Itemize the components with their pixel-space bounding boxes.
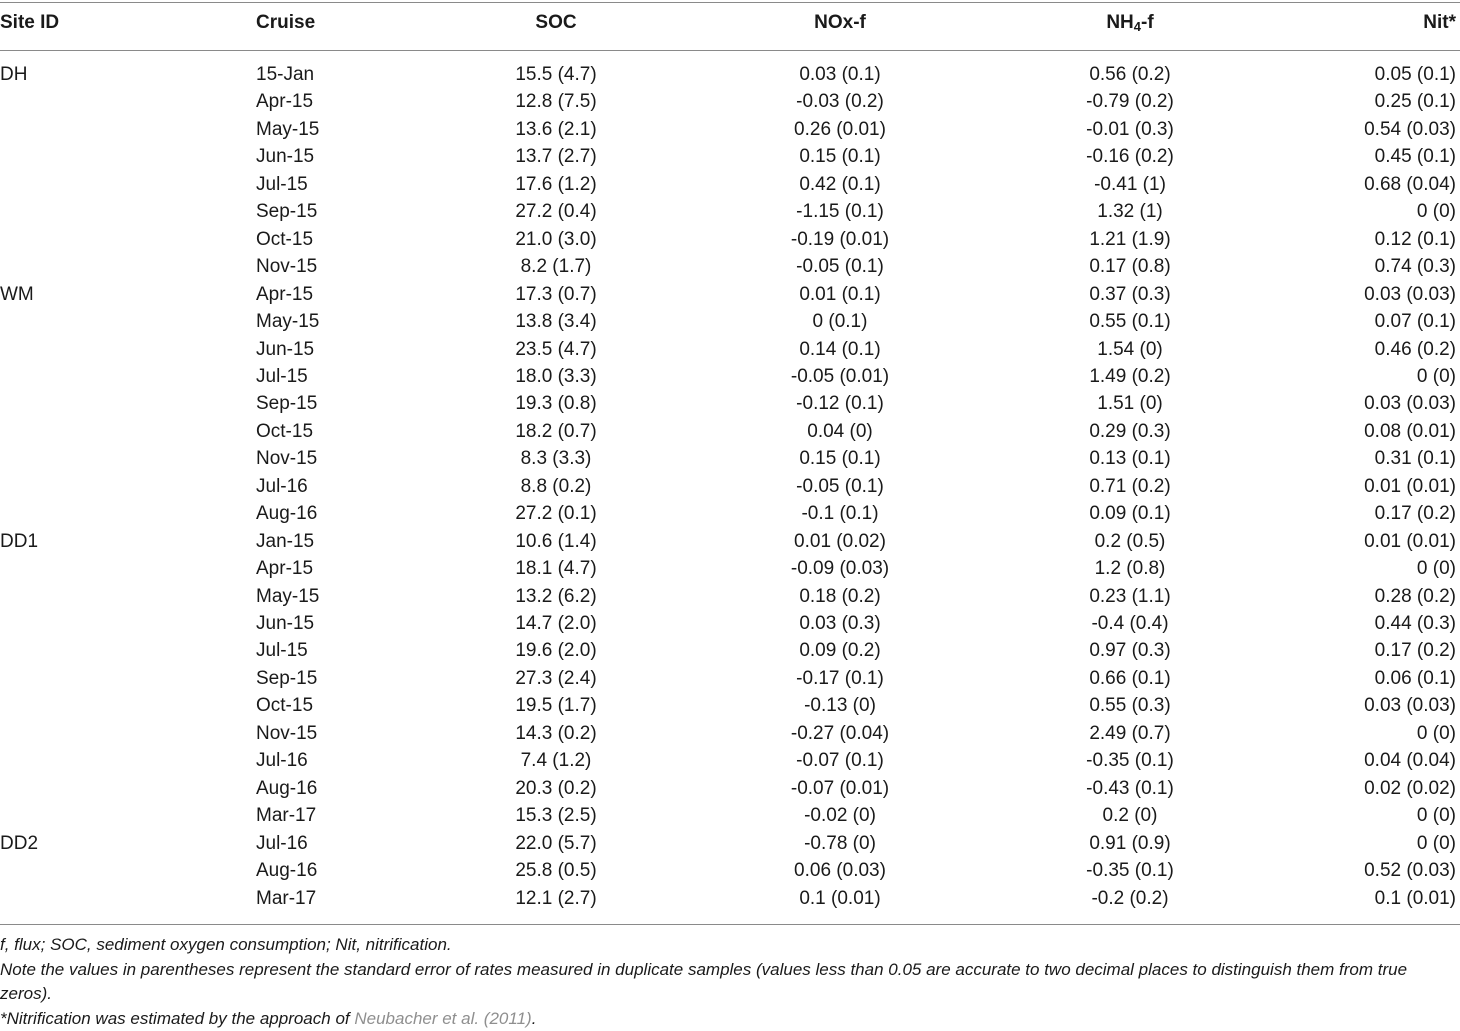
cell-nitrification: 0.68 (0.04): [1364, 174, 1456, 196]
table-footnotes: [0, 933, 1460, 1031]
cell-nitrification: 0.05 (0.1): [1375, 64, 1456, 86]
cell-soc: 13.8 (3.4): [473, 311, 639, 333]
cell-nitrification: 0.12 (0.1): [1375, 229, 1456, 251]
cell-nh4-flux: 0.17 (0.8): [1050, 256, 1210, 278]
cell-nox-flux: 0.26 (0.01): [760, 119, 920, 141]
table-top-rule: [0, 2, 1460, 3]
header-soc: SOC: [473, 12, 639, 34]
cell-nox-flux: 0.15 (0.1): [760, 448, 920, 470]
table-row: [0, 448, 1460, 475]
header-cruise: Cruise: [256, 12, 315, 34]
footnote-abbreviations: f, flux; SOC, sediment oxygen consumption; Nit, nitrification.: [0, 933, 1460, 958]
cell-nox-flux: -0.1 (0.1): [760, 503, 920, 525]
cell-nitrification: 0.25 (0.1): [1375, 91, 1456, 113]
cell-nox-flux: -0.17 (0.1): [760, 668, 920, 690]
cell-nh4-flux: 0.09 (0.1): [1050, 503, 1210, 525]
cell-cruise: Mar-17: [256, 805, 316, 827]
table-header-row: [0, 12, 1460, 42]
cell-nitrification: 0.44 (0.3): [1375, 613, 1456, 635]
cell-soc: 19.3 (0.8): [473, 393, 639, 415]
cell-nox-flux: -0.05 (0.1): [760, 256, 920, 278]
cell-site-id: WM: [0, 284, 34, 306]
footnote-standard-error: Note the values in parentheses represent the standard error of rates measured in duplicate samples (values less than 0.05 are accurate to two decimal places to distinguish them from true zeros).: [0, 958, 1460, 1007]
table-row: [0, 778, 1460, 805]
cell-cruise: Aug-16: [256, 860, 317, 882]
table-row: [0, 339, 1460, 366]
cell-nitrification: 0.52 (0.03): [1364, 860, 1456, 882]
cell-nox-flux: 0.1 (0.01): [760, 888, 920, 910]
footnote-nitrification-text: *Nitrification was estimated by the approach of: [0, 1009, 354, 1028]
header-nh4-suffix: -f: [1141, 12, 1154, 33]
cell-nh4-flux: 0.37 (0.3): [1050, 284, 1210, 306]
cell-nh4-flux: -0.43 (0.1): [1050, 778, 1210, 800]
cell-cruise: 15-Jan: [256, 64, 314, 86]
cell-cruise: Aug-16: [256, 503, 317, 525]
cell-cruise: Jun-15: [256, 146, 314, 168]
cell-nitrification: 0.02 (0.02): [1364, 778, 1456, 800]
cell-nitrification: 0.03 (0.03): [1364, 695, 1456, 717]
cell-cruise: Oct-15: [256, 421, 313, 443]
cell-soc: 13.7 (2.7): [473, 146, 639, 168]
cell-nitrification: 0.46 (0.2): [1375, 339, 1456, 361]
cell-nh4-flux: 0.29 (0.3): [1050, 421, 1210, 443]
cell-nitrification: 0.03 (0.03): [1364, 393, 1456, 415]
cell-nh4-flux: 0.23 (1.1): [1050, 586, 1210, 608]
cell-soc: 19.5 (1.7): [473, 695, 639, 717]
citation-link[interactable]: Neubacher et al. (2011): [354, 1009, 531, 1028]
cell-cruise: Mar-17: [256, 888, 316, 910]
table-row: [0, 476, 1460, 503]
cell-site-id: DD1: [0, 531, 38, 553]
cell-cruise: Aug-16: [256, 778, 317, 800]
cell-nh4-flux: 1.2 (0.8): [1050, 558, 1210, 580]
cell-cruise: Nov-15: [256, 256, 317, 278]
header-nitrification: Nit*: [1423, 12, 1456, 34]
cell-nox-flux: -0.09 (0.03): [760, 558, 920, 580]
cell-cruise: Jul-15: [256, 640, 308, 662]
cell-soc: 8.3 (3.3): [473, 448, 639, 470]
cell-cruise: May-15: [256, 311, 319, 333]
cell-nh4-flux: -0.2 (0.2): [1050, 888, 1210, 910]
cell-soc: 25.8 (0.5): [473, 860, 639, 882]
table-row: [0, 695, 1460, 722]
cell-nox-flux: 0.04 (0): [760, 421, 920, 443]
cell-nh4-flux: -0.79 (0.2): [1050, 91, 1210, 113]
cell-nox-flux: -0.05 (0.1): [760, 476, 920, 498]
cell-soc: 13.6 (2.1): [473, 119, 639, 141]
cell-cruise: Jan-15: [256, 531, 314, 553]
cell-nox-flux: 0.42 (0.1): [760, 174, 920, 196]
cell-soc: 17.6 (1.2): [473, 174, 639, 196]
cell-nitrification: 0.74 (0.3): [1375, 256, 1456, 278]
cell-nitrification: 0.45 (0.1): [1375, 146, 1456, 168]
cell-soc: 8.8 (0.2): [473, 476, 639, 498]
cell-nox-flux: -0.13 (0): [760, 695, 920, 717]
cell-soc: 13.2 (6.2): [473, 586, 639, 608]
header-nh4-subscript: 4: [1134, 19, 1141, 34]
cell-cruise: Nov-15: [256, 723, 317, 745]
cell-nh4-flux: 0.55 (0.1): [1050, 311, 1210, 333]
cell-nox-flux: 0 (0.1): [760, 311, 920, 333]
table-row: [0, 723, 1460, 750]
cell-soc: 7.4 (1.2): [473, 750, 639, 772]
cell-nox-flux: -0.02 (0): [760, 805, 920, 827]
cell-soc: 14.7 (2.0): [473, 613, 639, 635]
cell-soc: 12.8 (7.5): [473, 91, 639, 113]
cell-nitrification: 0.31 (0.1): [1375, 448, 1456, 470]
cell-cruise: Sep-15: [256, 668, 317, 690]
table-row: [0, 174, 1460, 201]
cell-cruise: Sep-15: [256, 201, 317, 223]
cell-nox-flux: -0.12 (0.1): [760, 393, 920, 415]
cell-nox-flux: -0.03 (0.2): [760, 91, 920, 113]
table-row: [0, 503, 1460, 530]
cell-nox-flux: 0.01 (0.1): [760, 284, 920, 306]
cell-nh4-flux: 1.54 (0): [1050, 339, 1210, 361]
cell-nitrification: 0.01 (0.01): [1364, 531, 1456, 553]
cell-nh4-flux: 1.32 (1): [1050, 201, 1210, 223]
cell-nh4-flux: 0.2 (0.5): [1050, 531, 1210, 553]
table-row: [0, 229, 1460, 256]
cell-soc: 19.6 (2.0): [473, 640, 639, 662]
cell-site-id: DD2: [0, 833, 38, 855]
table-row: [0, 119, 1460, 146]
cell-nitrification: 0.28 (0.2): [1375, 586, 1456, 608]
cell-nh4-flux: -0.41 (1): [1050, 174, 1210, 196]
cell-nh4-flux: 0.56 (0.2): [1050, 64, 1210, 86]
cell-nh4-flux: 0.66 (0.1): [1050, 668, 1210, 690]
cell-nox-flux: 0.03 (0.1): [760, 64, 920, 86]
cell-cruise: Oct-15: [256, 229, 313, 251]
table-row: [0, 311, 1460, 338]
cell-nh4-flux: 0.13 (0.1): [1050, 448, 1210, 470]
cell-nox-flux: 0.01 (0.02): [760, 531, 920, 553]
table-row: [0, 146, 1460, 173]
table-row: [0, 586, 1460, 613]
cell-nox-flux: 0.06 (0.03): [760, 860, 920, 882]
cell-nitrification: 0.17 (0.2): [1375, 503, 1456, 525]
cell-soc: 15.5 (4.7): [473, 64, 639, 86]
cell-nitrification: 0.54 (0.03): [1364, 119, 1456, 141]
cell-nh4-flux: -0.35 (0.1): [1050, 860, 1210, 882]
table-row: [0, 256, 1460, 283]
cell-cruise: Nov-15: [256, 448, 317, 470]
table-row: [0, 640, 1460, 667]
cell-cruise: Jun-15: [256, 339, 314, 361]
cell-nh4-flux: 0.55 (0.3): [1050, 695, 1210, 717]
cell-cruise: Jul-16: [256, 476, 308, 498]
cell-soc: 27.3 (2.4): [473, 668, 639, 690]
cell-nitrification: 0.07 (0.1): [1375, 311, 1456, 333]
cell-nh4-flux: 0.97 (0.3): [1050, 640, 1210, 662]
table-row: [0, 888, 1460, 915]
table-row: [0, 284, 1460, 311]
cell-nox-flux: 0.18 (0.2): [760, 586, 920, 608]
cell-nox-flux: 0.03 (0.3): [760, 613, 920, 635]
cell-soc: 18.1 (4.7): [473, 558, 639, 580]
cell-nh4-flux: 0.91 (0.9): [1050, 833, 1210, 855]
table-row: [0, 558, 1460, 585]
table-row: [0, 421, 1460, 448]
cell-nitrification: 0 (0): [1417, 833, 1456, 855]
table-row: [0, 805, 1460, 832]
cell-nh4-flux: 1.51 (0): [1050, 393, 1210, 415]
cell-cruise: Apr-15: [256, 284, 313, 306]
cell-nitrification: 0 (0): [1417, 723, 1456, 745]
footnote-period: .: [532, 1009, 537, 1028]
cell-soc: 27.2 (0.4): [473, 201, 639, 223]
cell-nox-flux: 0.15 (0.1): [760, 146, 920, 168]
cell-nox-flux: -1.15 (0.1): [760, 201, 920, 223]
cell-nitrification: 0.04 (0.04): [1364, 750, 1456, 772]
cell-nitrification: 0 (0): [1417, 805, 1456, 827]
header-nh4-prefix: NH: [1106, 12, 1133, 33]
cell-nh4-flux: 1.21 (1.9): [1050, 229, 1210, 251]
cell-soc: 14.3 (0.2): [473, 723, 639, 745]
table-row: [0, 833, 1460, 860]
cell-nh4-flux: 1.49 (0.2): [1050, 366, 1210, 388]
header-nox-flux: NOx-f: [760, 12, 920, 34]
cell-cruise: Apr-15: [256, 558, 313, 580]
table-row: [0, 91, 1460, 118]
cell-nox-flux: 0.09 (0.2): [760, 640, 920, 662]
cell-cruise: Oct-15: [256, 695, 313, 717]
cell-cruise: Jul-16: [256, 750, 308, 772]
table-bottom-rule: [0, 924, 1460, 925]
cell-nh4-flux: 0.71 (0.2): [1050, 476, 1210, 498]
header-site-id: Site ID: [0, 12, 59, 34]
footnote-nitrification: [0, 1007, 1460, 1031]
cell-nox-flux: -0.78 (0): [760, 833, 920, 855]
cell-nitrification: 0.01 (0.01): [1364, 476, 1456, 498]
cell-nh4-flux: -0.4 (0.4): [1050, 613, 1210, 635]
cell-soc: 15.3 (2.5): [473, 805, 639, 827]
cell-nh4-flux: -0.35 (0.1): [1050, 750, 1210, 772]
cell-soc: 8.2 (1.7): [473, 256, 639, 278]
cell-soc: 27.2 (0.1): [473, 503, 639, 525]
cell-nitrification: 0.06 (0.1): [1375, 668, 1456, 690]
cell-nox-flux: -0.19 (0.01): [760, 229, 920, 251]
table-header-rule: [0, 50, 1460, 51]
cell-cruise: Jul-16: [256, 833, 308, 855]
cell-cruise: May-15: [256, 119, 319, 141]
cell-soc: 21.0 (3.0): [473, 229, 639, 251]
header-nh4-flux: [1050, 12, 1210, 34]
cell-soc: 18.0 (3.3): [473, 366, 639, 388]
table-row: [0, 860, 1460, 887]
cell-nitrification: 0 (0): [1417, 201, 1456, 223]
cell-nh4-flux: 2.49 (0.7): [1050, 723, 1210, 745]
table-row: [0, 393, 1460, 420]
cell-nox-flux: 0.14 (0.1): [760, 339, 920, 361]
cell-site-id: DH: [0, 64, 27, 86]
cell-cruise: Jul-15: [256, 366, 308, 388]
cell-nitrification: 0.08 (0.01): [1364, 421, 1456, 443]
table-row: [0, 201, 1460, 228]
table-row: [0, 750, 1460, 777]
cell-soc: 20.3 (0.2): [473, 778, 639, 800]
cell-cruise: Jun-15: [256, 613, 314, 635]
table-row: [0, 64, 1460, 91]
cell-cruise: May-15: [256, 586, 319, 608]
cell-soc: 23.5 (4.7): [473, 339, 639, 361]
cell-nox-flux: -0.07 (0.1): [760, 750, 920, 772]
cell-nh4-flux: -0.01 (0.3): [1050, 119, 1210, 141]
cell-soc: 22.0 (5.7): [473, 833, 639, 855]
cell-nox-flux: -0.27 (0.04): [760, 723, 920, 745]
cell-nitrification: 0.1 (0.01): [1375, 888, 1456, 910]
cell-nitrification: 0 (0): [1417, 558, 1456, 580]
table-row: [0, 366, 1460, 393]
table-row: [0, 531, 1460, 558]
cell-cruise: Apr-15: [256, 91, 313, 113]
table-row: [0, 613, 1460, 640]
table-row: [0, 668, 1460, 695]
cell-nitrification: 0 (0): [1417, 366, 1456, 388]
cell-soc: 10.6 (1.4): [473, 531, 639, 553]
cell-nox-flux: -0.07 (0.01): [760, 778, 920, 800]
cell-soc: 18.2 (0.7): [473, 421, 639, 443]
cell-nh4-flux: -0.16 (0.2): [1050, 146, 1210, 168]
cell-nox-flux: -0.05 (0.01): [760, 366, 920, 388]
cell-soc: 12.1 (2.7): [473, 888, 639, 910]
cell-nh4-flux: 0.2 (0): [1050, 805, 1210, 827]
cell-nitrification: 0.03 (0.03): [1364, 284, 1456, 306]
cell-nitrification: 0.17 (0.2): [1375, 640, 1456, 662]
cell-soc: 17.3 (0.7): [473, 284, 639, 306]
cell-cruise: Jul-15: [256, 174, 308, 196]
cell-cruise: Sep-15: [256, 393, 317, 415]
